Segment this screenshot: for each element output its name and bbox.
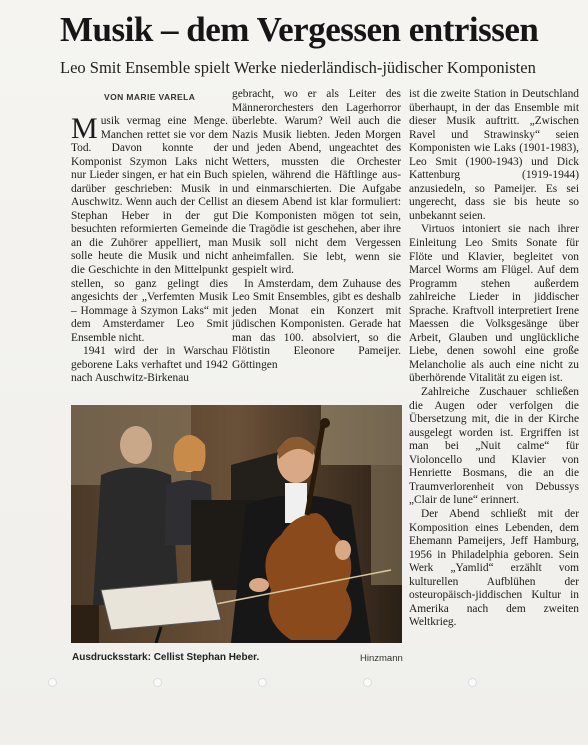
punch-hole [258,678,267,687]
punch-hole [363,678,372,687]
punch-hole [468,678,477,687]
paragraph: gebracht, wo er als Leiter des Männerorchesters den Lagerhorror überlebte. Warum? Weil auch die Nazis Musik liebten. Jeden Morgen und jeden Abend, ungeachtet des Wetters, mussten die Orchester spielen, während die Häftlinge aus- und einmarschierten. Die Aufgabe an diesem Abend ist klar formuliert: Die Komponisten mögen tot sein, die Tragödie ist geschehen, aber ihre Musik soll nicht dem Vergessen anheimfallen. Sie lebt, wenn sie gespielt wird. [232,88,401,277]
paragraph: Zahlreiche Zuschauer schließen die Augen oder verfolgen die Übersetzung mit, die in der Kirche ausgelegt worden ist. Ergriffen ist man bei „Nuit calme“ für Violoncello und Klavier von Henriette Bosmans, die an die Traumverlorenheit von Debussys „Clair de lune“ erinnert. [409,386,579,507]
headline: Musik – dem Vergessen entrissen [60,10,539,49]
byline: VON MARIE VARELA [104,92,196,102]
cellist-photo-illustration [71,405,402,643]
punch-hole [48,678,57,687]
photo-credit: Hinzmann [360,653,403,664]
concert-photo [71,405,402,643]
subheadline: Leo Smit Ensemble spielt Werke niederländisch-jüdischer Komponisten [60,58,536,77]
photo-caption: Ausdrucksstark: Cellist Stephan Heber. [72,652,260,663]
article-column-3 [409,88,579,630]
paragraph: Der Abend schließt mit der Komposition eines Lebenden, dem Ehemann Pameijers, Jeff Hamburg, 1956 in Philadelphia geboren. Sein Werk „Yamlid“ erzählt vom kulturellen Aufblühen der osteuropäisch-jiddischen Kultur in Amerika nach dem zweiten Weltkrieg. [409,507,579,629]
punch-hole [153,678,162,687]
paragraph: Virtuos intoniert sie nach ihrer Einleitung Leo Smits Sonate für Flöte und Klavier, begleitet von Marcel Worms am Flügel. Auf dem Programm stehen außerdem zahlreiche Lieder in jiddischer Sprache. Kraftvoll interpretiert Irene Maessen die Volksgesänge über Arbeit, Glauben und unglückliche Liebe, denen sowohl eine große Melancholie als auch eine nicht zu überhörende Vitalität zu eigen ist. [409,223,579,385]
paragraph: In Amsterdam, dem Zuhause des Leo Smit Ensembles, gibt es deshalb jeden Monat ein Konzert mit jüdischen Komponisten. Gerade hat man das 100. absolviert, so die Flötistin Eleonore Pameijer. Göttingen [232,277,401,371]
paragraph: ist die zweite Station in Deutschland überhaupt, in der das Ensemble mit dieser Musik auftritt. „Zwischen Ravel und Strawinsky“ seien Komponisten wie Laks (1901-1983), Leo Smit (1900-1943) und Dick Kattenburg (1919-1944) anzusiedeln, so Pameijer. Es sei ungerecht, dass sie bis heute so unbekannt seien. [409,88,579,222]
paragraph: Musik vermag eine Menge. Manchen rettet sie vor dem Tod. Davon konnte der Komponist Szymon Laks nicht nur Lieder singen, er hat ein Buch darüber geschrieben: Musik in Auschwitz. Wenn auch der Cellist Stephan Heber in der gut besuchten reformierten Gemeinde an die Zuhörer appelliert, man solle heute die Musik und nicht die Geschichte in den Mittelpunkt stellen, so ganz gelingt dies angesichts der „Verfemten Musik – Hommage à Szymon Laks“ mit dem Amsterdamer Leo Smit Ensemble nicht. [71,112,228,344]
article-column-2 [232,88,401,372]
drop-cap: M [71,112,98,145]
article-column-1 [71,112,228,386]
paragraph: 1941 wird der in Warschau geborene Laks verhaftet und 1942 nach Auschwitz-Birkenau [71,345,228,385]
